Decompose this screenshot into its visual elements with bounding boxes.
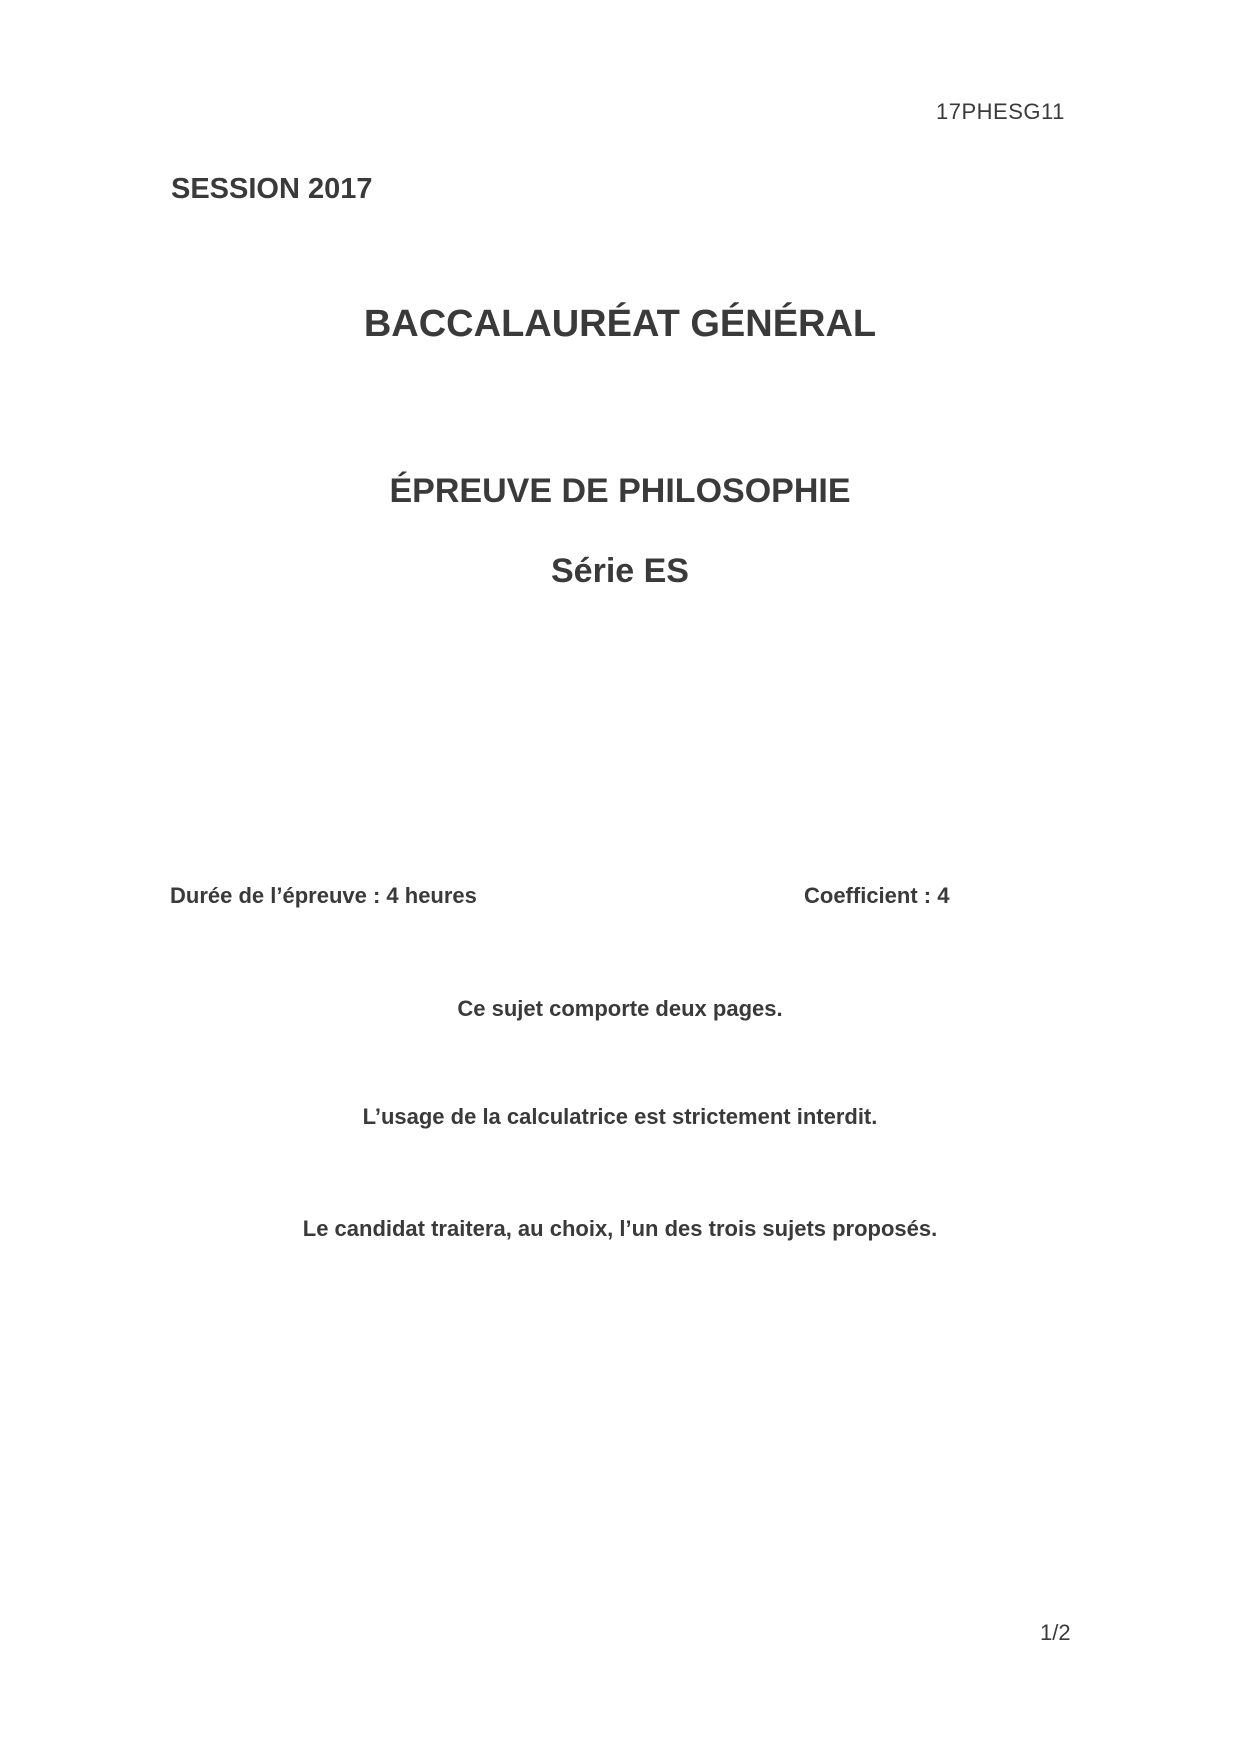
reference-code: 17PHESG11 [936, 99, 1065, 124]
series-title: Série ES [551, 552, 689, 590]
page-number: 1/2 [1040, 1620, 1071, 1645]
choice-instruction: Le candidat traitera, au choix, l’un des trois sujets proposés. [302, 1216, 938, 1241]
session-label: SESSION 2017 [171, 173, 373, 205]
calculator-instruction: L’usage de la calculatrice est strictement interdit. [362, 1104, 878, 1129]
pages-instruction: Ce sujet comporte deux pages. [457, 996, 783, 1021]
exam-title: BACCALAURÉAT GÉNÉRAL [363, 303, 877, 345]
coefficient-label: Coefficient : 4 [804, 883, 950, 908]
subject-title: ÉPREUVE DE PHILOSOPHIE [389, 472, 851, 510]
duration-label: Durée de l’épreuve : 4 heures [170, 883, 477, 908]
